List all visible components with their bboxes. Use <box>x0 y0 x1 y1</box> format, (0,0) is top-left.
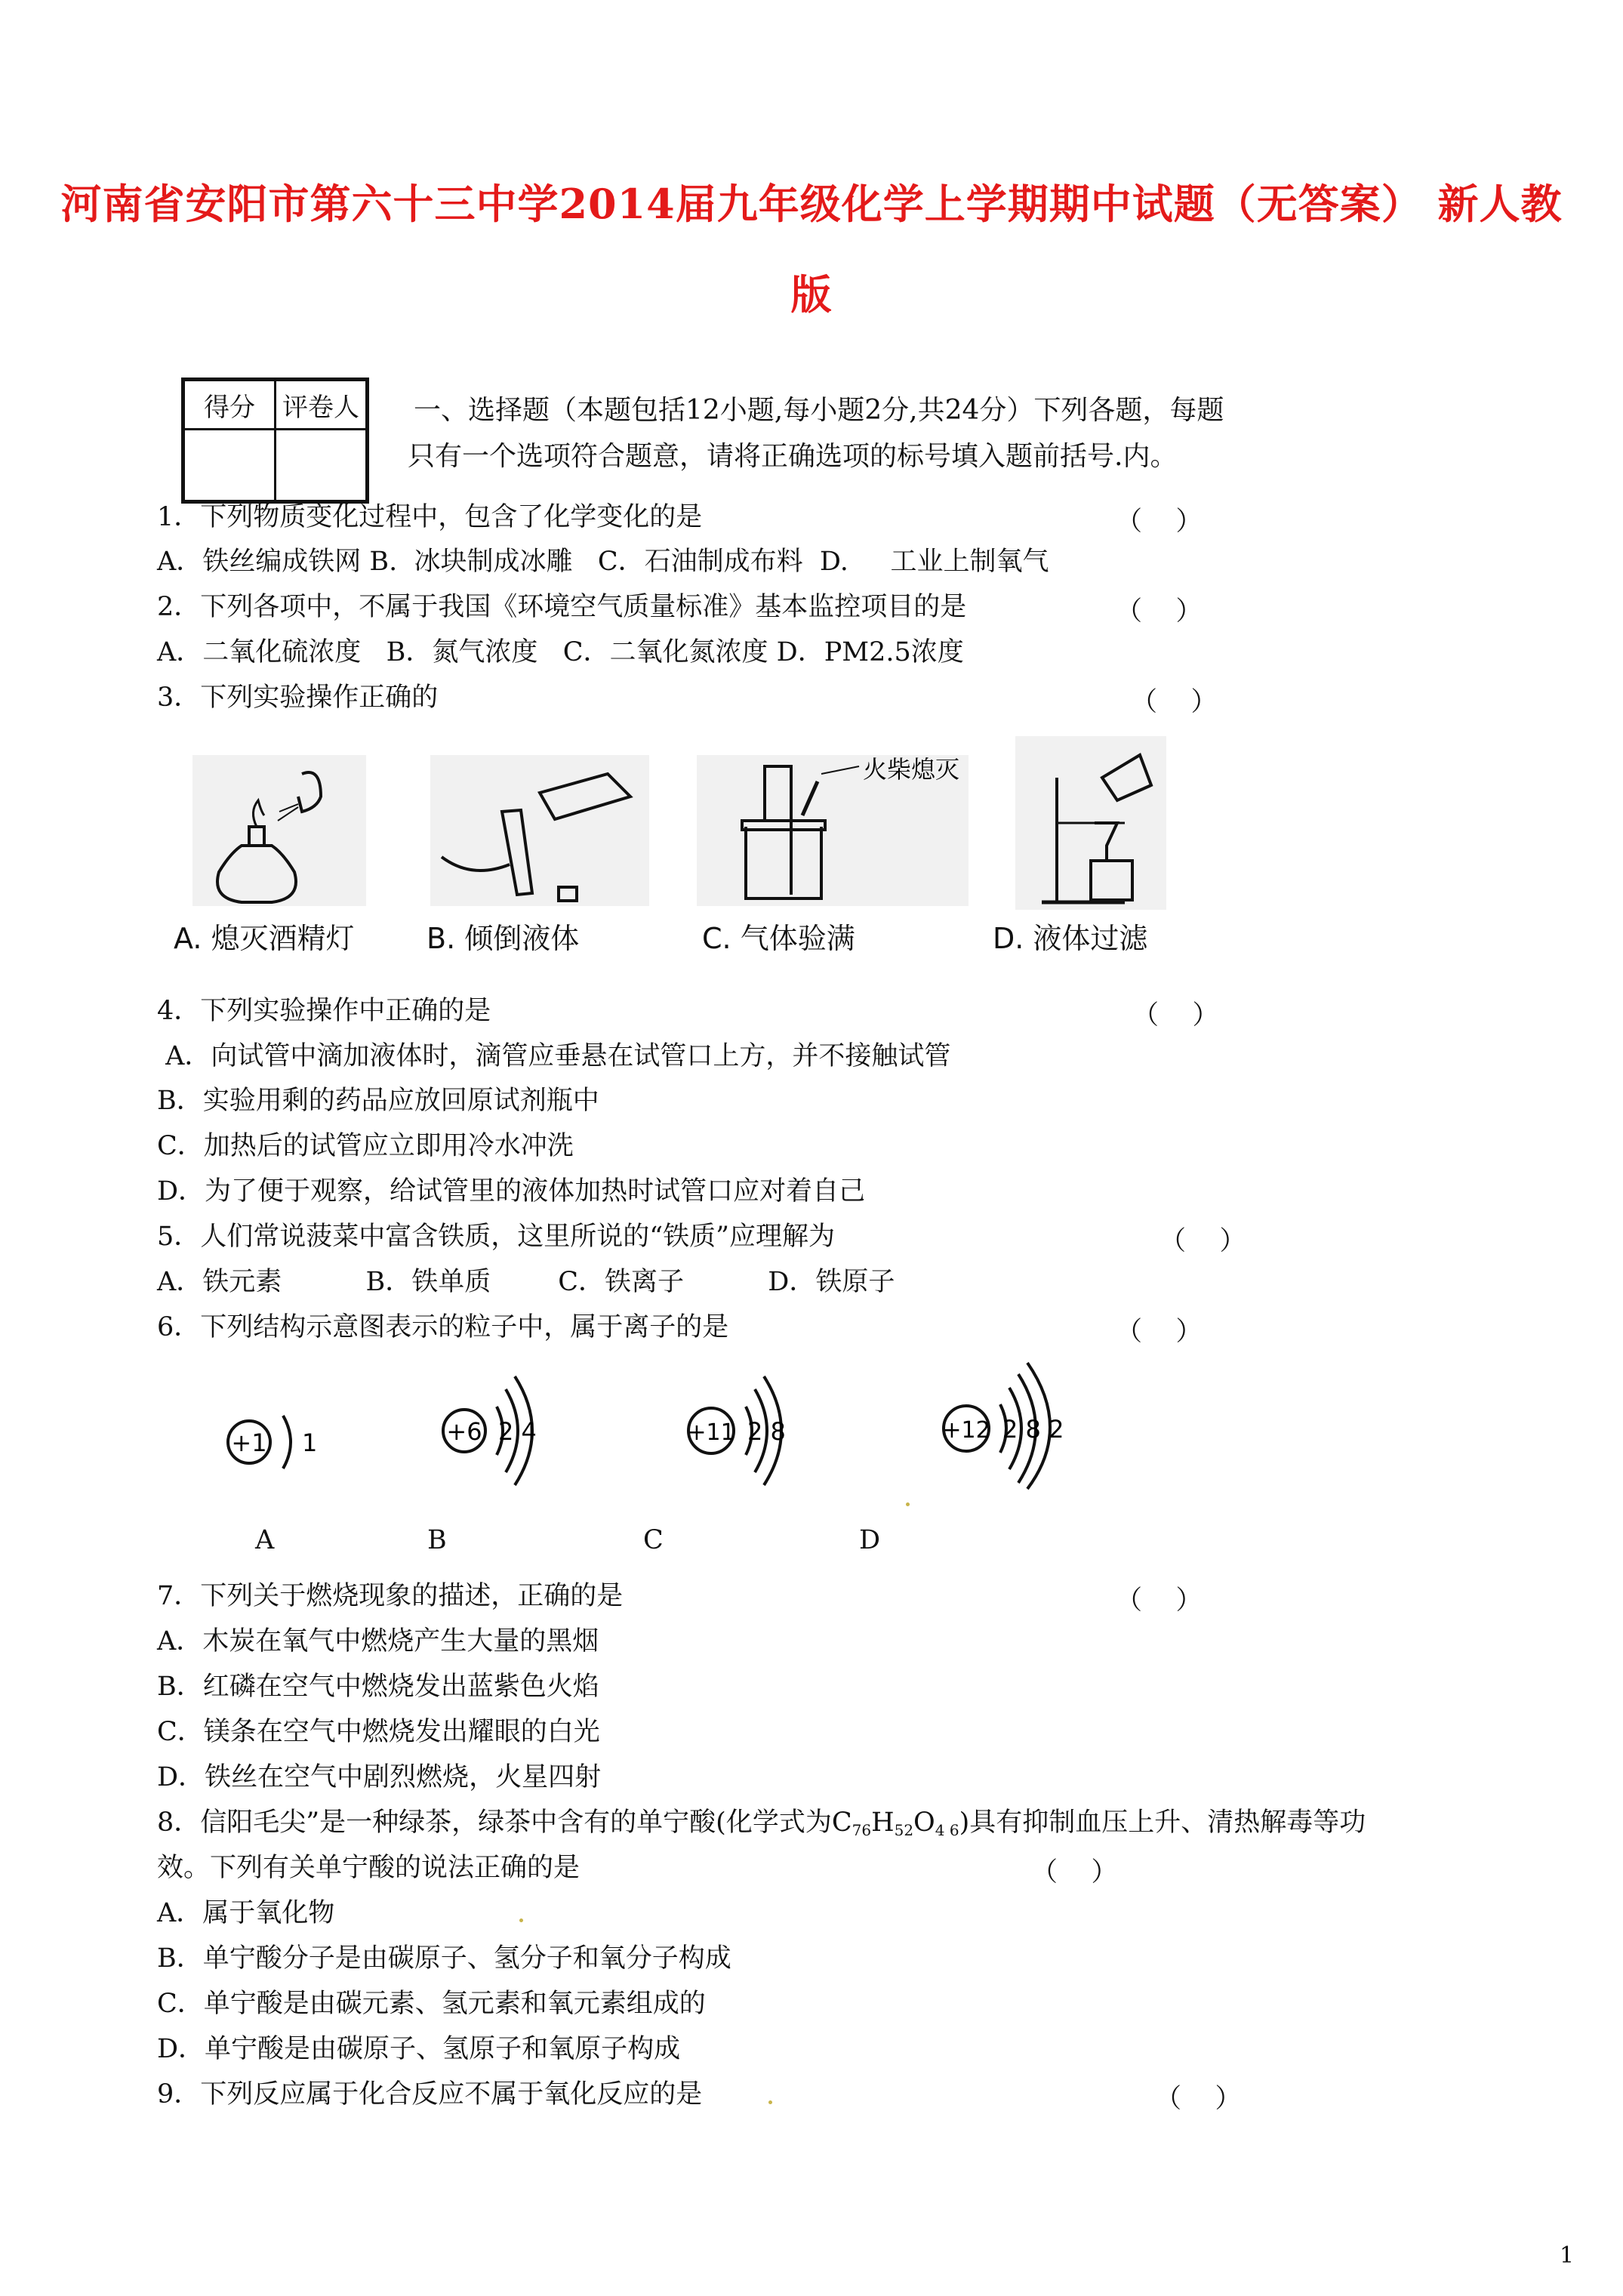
atom-diagram-a <box>219 1397 325 1487</box>
question-2: 2．下列各项中，不属于我国《环境空气质量标准》基本监控项目的是 <box>157 592 967 622</box>
question-4: 4．下列实验操作中正确的是 <box>157 996 491 1026</box>
score-cell[interactable] <box>183 430 276 502</box>
question-6: 6．下列结构示意图表示的粒子中，属于离子的是 <box>157 1312 729 1342</box>
answer-blank-5[interactable]: （ ） <box>1160 1226 1246 1256</box>
question-7-option-c: C．镁条在空气中燃烧发出耀眼的白光 <box>157 1717 600 1747</box>
atom-label-c: C <box>643 1525 664 1555</box>
atom-diagram-c <box>672 1370 815 1491</box>
question-4-option-a: A．向试管中滴加液体时，滴管应垂悬在试管口上方，并不接触试管 <box>157 1041 951 1071</box>
question-7-option-a: A．木炭在氧气中燃烧产生大量的黑烟 <box>157 1626 599 1657</box>
atom-label-a: A <box>255 1525 275 1555</box>
svg-text:+12: +12 <box>942 1417 990 1444</box>
answer-blank-6[interactable]: （ ） <box>1116 1317 1203 1347</box>
figure-gas-test <box>693 751 972 910</box>
question-3: 3．下列实验操作正确的 <box>157 683 439 713</box>
caption-d: D. 液体过滤 <box>993 922 1148 955</box>
page-title-line1: 河南省安阳市第六十三中学2014届九年级化学上学期期中试题（无答案） 新人教 <box>60 180 1563 228</box>
score-header: 得分 <box>183 380 276 430</box>
question-8-line2: 效。下列有关单宁酸的说法正确的是 <box>157 1853 581 1883</box>
question-7-option-b: B．红磷在空气中燃烧发出蓝紫色火焰 <box>157 1672 599 1702</box>
grader-header: 评卷人 <box>276 380 368 430</box>
question-7-option-d: D．铁丝在空气中剧烈燃烧，火星四射 <box>157 1762 602 1792</box>
question-8-option-b: B．单宁酸分子是由碳原子、氢分子和氧分子构成 <box>157 1943 731 1974</box>
figure-extinguish-alcohol-lamp <box>189 751 370 910</box>
question-8-option-c: C．单宁酸是由碳元素、氢元素和氧元素组成的 <box>157 1989 706 2019</box>
question-4-option-d: D．为了便于观察，给试管里的液体加热时试管口应对着自己 <box>157 1176 866 1207</box>
question-4-option-b: B．实验用剩的药品应放回原试剂瓶中 <box>157 1086 599 1116</box>
question-5-options: A．铁元素 B．铁单质 C．铁离子 D．铁原子 <box>157 1267 895 1297</box>
svg-text:2 8 2: 2 8 2 <box>1002 1415 1064 1444</box>
question-7: 7．下列关于燃烧现象的描述，正确的是 <box>157 1581 624 1611</box>
question-8: 8．信阳毛尖”是一种绿茶，绿茶中含有的单宁酸(化学式为$C_{76}H_{52}O_{4 6}$)具有抑制血压上升、清热解毒等功 <box>157 1808 1366 1839</box>
atom-diagram-b <box>430 1370 566 1491</box>
answer-blank-3[interactable]: （ ） <box>1131 687 1218 717</box>
figure-filtration <box>1012 732 1170 914</box>
answer-blank-1[interactable]: （ ） <box>1116 507 1203 537</box>
atom-diagram-d <box>925 1359 1106 1491</box>
figure-pour-liquid <box>427 751 653 910</box>
answer-blank-9[interactable]: （ ） <box>1155 2084 1242 2114</box>
section-instruction: 只有一个选项符合题意，请将正确选项的标号填入题前括号.内。 <box>408 441 1178 472</box>
caption-b: B. 倾倒液体 <box>427 922 580 955</box>
caption-a: A. 熄灭酒精灯 <box>174 922 355 955</box>
answer-blank-7[interactable]: （ ） <box>1116 1586 1203 1616</box>
question-5: 5．人们常说菠菜中富含铁质，这里所说的“铁质”应理解为 <box>157 1222 836 1252</box>
question-8-option-d: D．单宁酸是由碳原子、氢原子和氧原子构成 <box>157 2034 681 2064</box>
svg-text:+6: +6 <box>446 1417 482 1446</box>
question-1-options: A．铁丝编成铁网 B. 冰块制成冰雕 C．石油制成布料 D. 工业上制氧气 <box>157 547 1049 577</box>
match-label: 火柴熄灭 <box>863 755 960 784</box>
question-2-options: A．二氧化硫浓度 B．氮气浓度 C．二氧化氮浓度 D．PM2.5浓度 <box>157 637 964 667</box>
question-8-option-a: A．属于氧化物 <box>157 1898 335 1928</box>
answer-blank-8[interactable]: （ ） <box>1031 1857 1118 1888</box>
svg-text:2 4: 2 4 <box>498 1417 537 1446</box>
atom-label-b: B <box>427 1525 447 1555</box>
svg-text:1: 1 <box>302 1428 318 1457</box>
question-1: 1．下列物质变化过程中，包含了化学变化的是 <box>157 502 703 532</box>
score-table <box>181 378 369 504</box>
question-4-option-c: C．加热后的试管应立即用冷水冲洗 <box>157 1131 574 1161</box>
grader-cell[interactable] <box>276 430 368 502</box>
question-9: 9．下列反应属于化合反应不属于氧化反应的是 <box>157 2079 703 2110</box>
page-title-line2: 版 <box>790 270 833 319</box>
page-number: 1 <box>1560 2242 1575 2269</box>
answer-blank-2[interactable]: （ ） <box>1116 596 1203 627</box>
svg-text:+1: +1 <box>231 1428 267 1457</box>
answer-blank-4[interactable]: （ ） <box>1132 1000 1219 1031</box>
section-heading: 一、选择题（本题包括12小题,每小题2分,共24分）下列各题，每题 <box>414 395 1224 426</box>
svg-text:2 8: 2 8 <box>747 1417 786 1446</box>
svg-text:+11: +11 <box>687 1419 735 1446</box>
atom-label-d: D <box>859 1525 881 1555</box>
caption-c: C. 气体验满 <box>702 922 855 955</box>
